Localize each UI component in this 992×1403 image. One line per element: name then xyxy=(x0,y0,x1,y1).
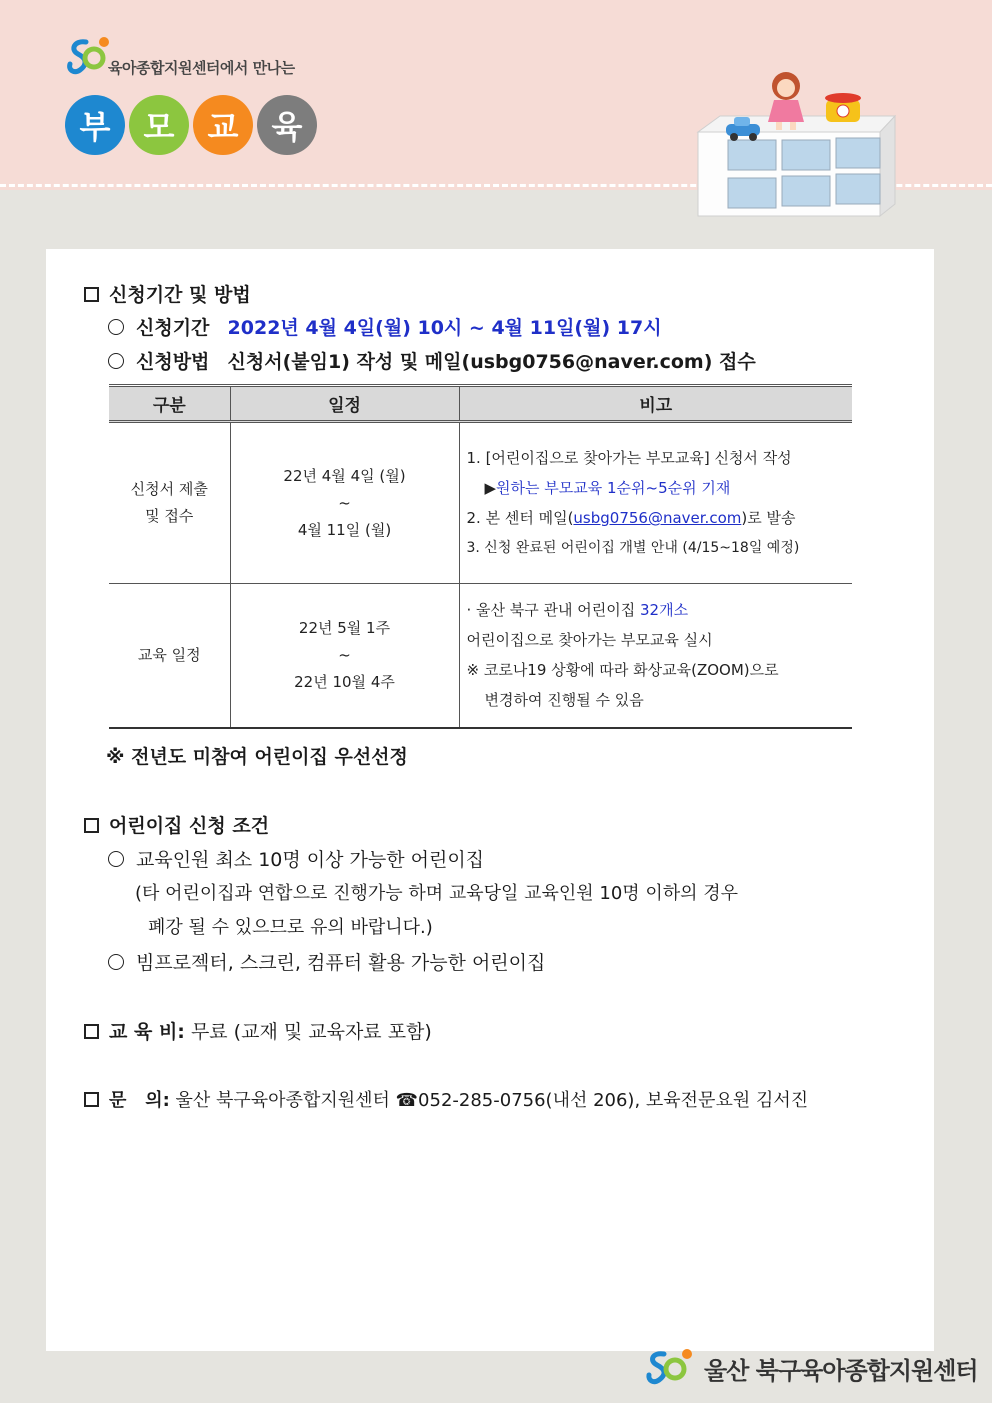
title-char-1: 부 xyxy=(65,95,125,155)
circle-bullet-icon xyxy=(108,954,124,970)
table-header-row xyxy=(109,386,852,422)
header-subtitle: 육아종합지원센터에서 만나는 xyxy=(108,59,295,77)
circle-bullet-icon xyxy=(108,353,124,369)
schedule-table xyxy=(109,384,852,729)
period-value: 2022년 4월 4일(월) 10시 ~ 4월 11일(월) 17시 xyxy=(227,317,662,339)
arrow-icon: ▶ xyxy=(484,479,497,497)
tuition-line: 교 육 비: 무료 (교재 및 교육자료 포함) xyxy=(84,1017,432,1044)
method-value: 신청서(붙임1) 작성 및 메일(usbg0756@naver.com) 접수 xyxy=(227,351,756,373)
title-char-4: 육 xyxy=(257,95,317,155)
title-char-3: 교 xyxy=(193,95,253,155)
checkbox-bullet-icon xyxy=(84,818,99,833)
column-header: 일정 xyxy=(230,386,459,422)
table-cell-category: 교육 일정 xyxy=(109,584,230,728)
application-method: 신청방법 신청서(붙임1) 작성 및 메일(usbg0756@naver.com) 접수 xyxy=(108,347,756,374)
section-application-heading: 신청기간 및 방법 xyxy=(84,280,251,307)
page-title xyxy=(65,95,317,155)
column-header: 비고 xyxy=(459,386,852,422)
section-conditions-heading: 어린이집 신청 조건 xyxy=(84,811,269,838)
table-cell-notes: · 울산 북구 관내 어린이집 32개소 어린이집으로 찾아가는 부모교육 실시 ※ 코로나19 상황에 따라 화상교육(ZOOM)으로 변경하여 진행될 수 있음 xyxy=(459,584,852,728)
footer-org-name: 울산 북구육아종합지원센터 xyxy=(704,1357,978,1385)
title-char-2: 모 xyxy=(129,95,189,155)
table-cell-date: 22년 4월 4일 (월) ~ 4월 11일 (월) xyxy=(230,422,459,584)
priority-note: ※ 전년도 미참여 어린이집 우선선정 xyxy=(106,746,408,768)
circle-bullet-icon xyxy=(108,319,124,335)
table-row xyxy=(109,422,852,584)
inquiry-line: 문 의: 울산 북구육아종합지원센터 ☎052-285-0756(내선 206), 보육전문요원 김서진 xyxy=(84,1086,808,1112)
checkbox-bullet-icon xyxy=(84,287,99,302)
condition-note: 폐강 될 수 있으므로 유의 바랍니다.) xyxy=(148,917,433,938)
circle-bullet-icon xyxy=(108,851,124,867)
table-cell-date: 22년 5월 1주 ~ 22년 10월 4주 xyxy=(230,584,459,728)
toy-shelf-illustration xyxy=(690,64,905,219)
checkbox-bullet-icon xyxy=(84,1024,99,1039)
condition-note: (타 어린이집과 연합으로 진행가능 하며 교육당일 교육인원 10명 이하의 경우 xyxy=(135,883,739,904)
condition-item: 빔프로젝터, 스크린, 컴퓨터 활용 가능한 어린이집 xyxy=(108,948,545,975)
table-cell-category: 신청서 제출 및 접수 xyxy=(109,422,230,584)
table-row xyxy=(109,584,852,728)
center-logo-icon xyxy=(66,34,112,78)
application-period: 신청기간 2022년 4월 4일(월) 10시 ~ 4월 11일(월) 17시 xyxy=(108,313,662,340)
table-cell-notes: 1. [어린이집으로 찾아가는 부모교육] 신청서 작성 ▶원하는 부모교육 1순위~5순위 기재 2. 본 센터 메일(usbg0756@naver.com)로 발송 3. 신청 완료된 어린이집 개별 안내 (4/15~18일 예정) xyxy=(459,422,852,584)
center-logo-icon xyxy=(646,1346,696,1386)
checkbox-bullet-icon xyxy=(84,1092,99,1107)
column-header: 구분 xyxy=(109,386,230,422)
condition-item: 교육인원 최소 10명 이상 가능한 어린이집 xyxy=(108,845,484,872)
email-link[interactable]: usbg0756@naver.com xyxy=(573,509,742,527)
